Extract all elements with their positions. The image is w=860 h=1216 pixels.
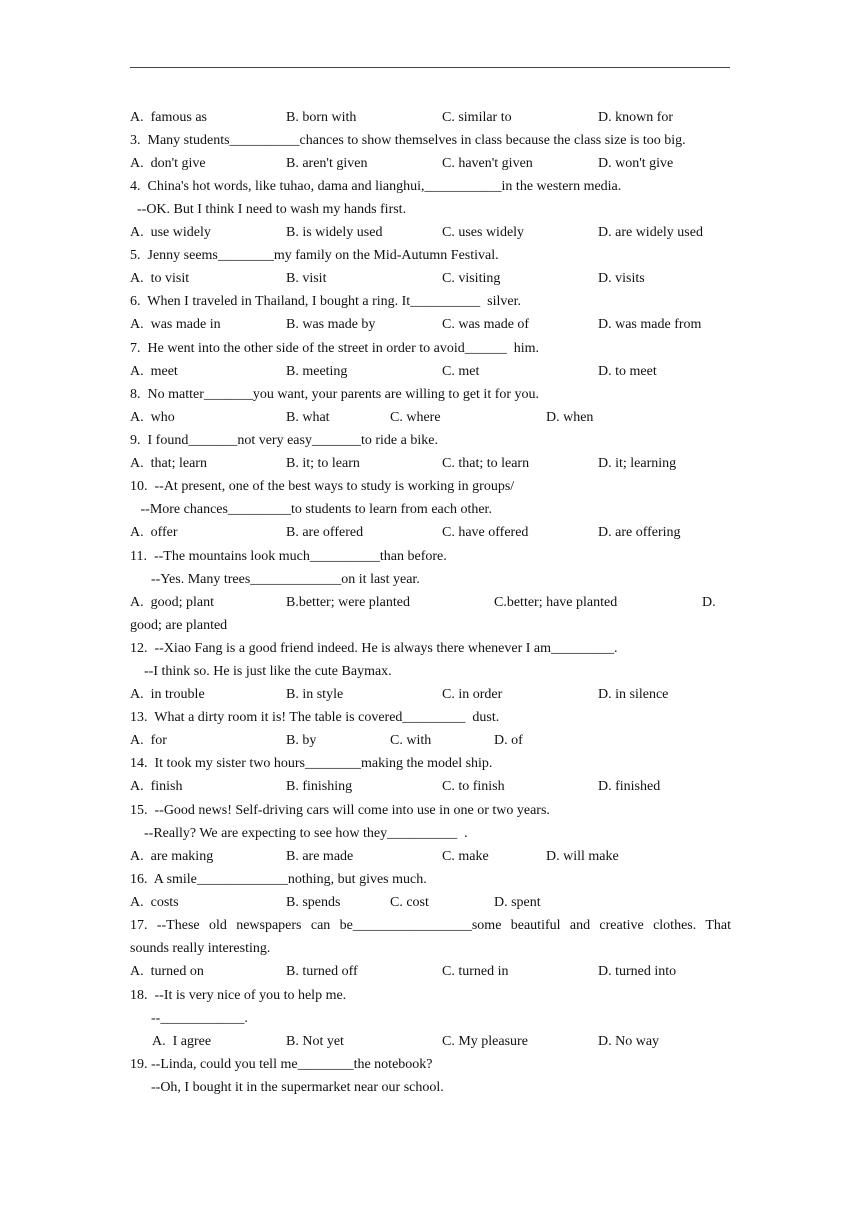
option-b: B. aren't given [286,156,368,171]
option-b: B. turned off [286,964,358,979]
option-c: C. in order [442,687,503,702]
header-rule [130,67,730,68]
option-c: C. make [442,849,489,864]
option-c: C. similar to [442,110,512,125]
question-4: 4. China's hot words, like tuhao, dama and lianghui,___________in the western media. [130,179,622,194]
option-b: B. are offered [286,525,364,540]
option-a: A. who [130,410,175,425]
option-a: A. offer [130,525,178,540]
option-b: B. spends [286,895,341,910]
question-8: 8. No matter_______you want, your parents are willing to get it for you. [130,387,540,402]
option-d-continued: good; are planted [130,618,228,633]
option-a: A. turned on [130,964,204,979]
question-9: 9. I found_______not very easy_______to ride a bike. [130,433,438,448]
question-15-reply: --Really? We are expecting to see how they__________ . [130,826,468,841]
option-b: B. Not yet [286,1034,344,1049]
option-a: A. for [130,733,167,748]
option-a: A. are making [130,849,214,864]
option-c: C. where [390,410,441,425]
option-c: C. have offered [442,525,529,540]
option-b: B. finishing [286,779,353,794]
option-d: D. visits [598,271,645,286]
option-a: A. was made in [130,317,221,332]
option-c: C. visiting [442,271,501,286]
question-17: 17. --These old newspapers can be_________________some beautiful and creative clothes. That [130,918,731,933]
question-12: 12. --Xiao Fang is a good friend indeed. He is always there whenever I am_________. [130,641,618,656]
question-15: 15. --Good news! Self-driving cars will come into use in one or two years. [130,803,550,818]
option-c: C. My pleasure [442,1034,528,1049]
option-b: B. meeting [286,364,348,379]
option-c: C. was made of [442,317,530,332]
option-a: A. meet [130,364,178,379]
question-10: 10. --At present, one of the best ways to study is working in groups/ [130,479,515,494]
question-3: 3. Many students__________chances to show themselves in class because the class size is too big. [130,133,686,148]
option-c: C. to finish [442,779,505,794]
question-4-reply: --OK. But I think I need to wash my hands first. [130,202,407,217]
option-d: D. to meet [598,364,657,379]
option-a: A. that; learn [130,456,207,471]
question-18-reply: --____________. [130,1011,248,1026]
question-18: 18. --It is very nice of you to help me. [130,988,347,1003]
option-d: D. are widely used [598,225,703,240]
option-b: B.better; were planted [286,595,411,610]
option-a: A. good; plant [130,595,214,610]
option-b: B. was made by [286,317,376,332]
question-10-reply: --More chances_________to students to learn from each other. [130,502,492,517]
option-b: B. by [286,733,317,748]
option-c: C. cost [390,895,429,910]
option-c: C. with [390,733,432,748]
option-d: D. known for [598,110,674,125]
option-d: D. of [494,733,523,748]
option-c: C. that; to learn [442,456,530,471]
option-a: A. in trouble [130,687,205,702]
option-b: B. in style [286,687,344,702]
option-a: A. costs [130,895,179,910]
question-11: 11. --The mountains look much__________than before. [130,549,447,564]
option-d: D. are offering [598,525,681,540]
option-b: B. is widely used [286,225,383,240]
option-c: C. met [442,364,480,379]
option-d: D. spent [494,895,541,910]
option-a: A. I agree [152,1034,212,1049]
option-c: C. uses widely [442,225,525,240]
question-6: 6. When I traveled in Thailand, I bought a ring. It__________ silver. [130,294,522,309]
option-d: D. when [546,410,594,425]
question-13: 13. What a dirty room it is! The table is covered_________ dust. [130,710,500,725]
option-b: B. it; to learn [286,456,360,471]
option-d: D. No way [598,1034,660,1049]
question-5: 5. Jenny seems________my family on the Mid-Autumn Festival. [130,248,499,263]
option-d: D. [702,595,716,610]
option-a: A. famous as [130,110,207,125]
option-c: C. haven't given [442,156,533,171]
option-c: C.better; have planted [494,595,618,610]
option-d: D. won't give [598,156,674,171]
question-19: 19. --Linda, could you tell me________the notebook? [130,1057,433,1072]
question-17-continued: sounds really interesting. [130,941,271,956]
option-b: B. visit [286,271,327,286]
option-a: A. to visit [130,271,190,286]
option-d: D. will make [546,849,619,864]
option-d: D. turned into [598,964,677,979]
option-a: A. finish [130,779,183,794]
question-16: 16. A smile_____________nothing, but gives much. [130,872,427,887]
option-b: B. what [286,410,330,425]
option-a: A. don't give [130,156,206,171]
option-d: D. in silence [598,687,669,702]
option-d: D. finished [598,779,661,794]
option-b: B. are made [286,849,354,864]
question-12-reply: --I think so. He is just like the cute Baymax. [130,664,392,679]
option-a: A. use widely [130,225,211,240]
option-d: D. was made from [598,317,702,332]
question-14: 14. It took my sister two hours________making the model ship. [130,756,493,771]
question-7: 7. He went into the other side of the street in order to avoid______ him. [130,341,540,356]
option-c: C. turned in [442,964,509,979]
option-b: B. born with [286,110,357,125]
option-d: D. it; learning [598,456,677,471]
question-19-reply: --Oh, I bought it in the supermarket near our school. [130,1080,444,1095]
question-11-reply: --Yes. Many trees_____________on it last year. [130,572,420,587]
